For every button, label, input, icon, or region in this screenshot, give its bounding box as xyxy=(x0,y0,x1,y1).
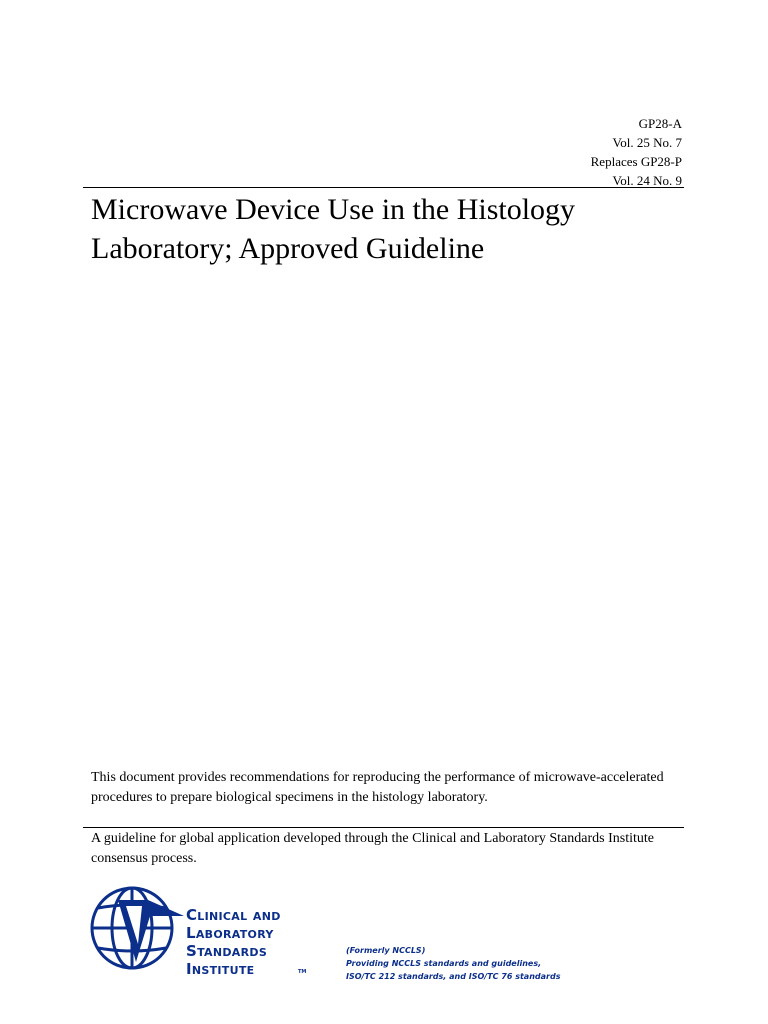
document-replaces: Replaces GP28-P xyxy=(590,154,682,169)
publisher-name-line-4: Institute xyxy=(186,960,255,978)
publisher-name xyxy=(186,906,281,978)
tagline-line-1: (Formerly NCCLS) xyxy=(346,946,426,955)
middle-divider xyxy=(83,827,684,828)
document-summary: This document provides recommendations for reproducing the performance of microwave-accelerated procedures to prepare biological specimens in the histology laboratory. xyxy=(91,770,664,805)
publisher-name-line-3: Standards xyxy=(186,942,268,960)
document-metadata xyxy=(591,114,682,190)
document-volume: Vol. 25 No. 7 xyxy=(612,135,682,150)
top-divider xyxy=(83,187,684,188)
document-title xyxy=(91,190,681,268)
publisher-name-line-1: Clinical and xyxy=(186,906,281,924)
title-line-1: Microwave Device Use in the Histology xyxy=(91,193,576,226)
clsi-globe-logo-icon xyxy=(88,882,184,978)
tagline-line-2: Providing NCCLS standards and guidelines, xyxy=(346,959,542,968)
document-intro: A guideline for global application developed through the Clinical and Laboratory Standards Institute consensus process. xyxy=(91,831,654,866)
title-line-2: Laboratory; Approved Guideline xyxy=(91,232,485,265)
publisher-name-line-2: Laboratory xyxy=(186,924,274,942)
tagline-line-3: ISO/TC 212 standards, and ISO/TC 76 standards xyxy=(346,972,561,981)
publisher-tagline xyxy=(346,944,560,983)
document-code: GP28-A xyxy=(638,116,682,131)
document-replaces-volume: Vol. 24 No. 9 xyxy=(612,173,682,188)
trademark-mark: TM xyxy=(298,969,307,975)
